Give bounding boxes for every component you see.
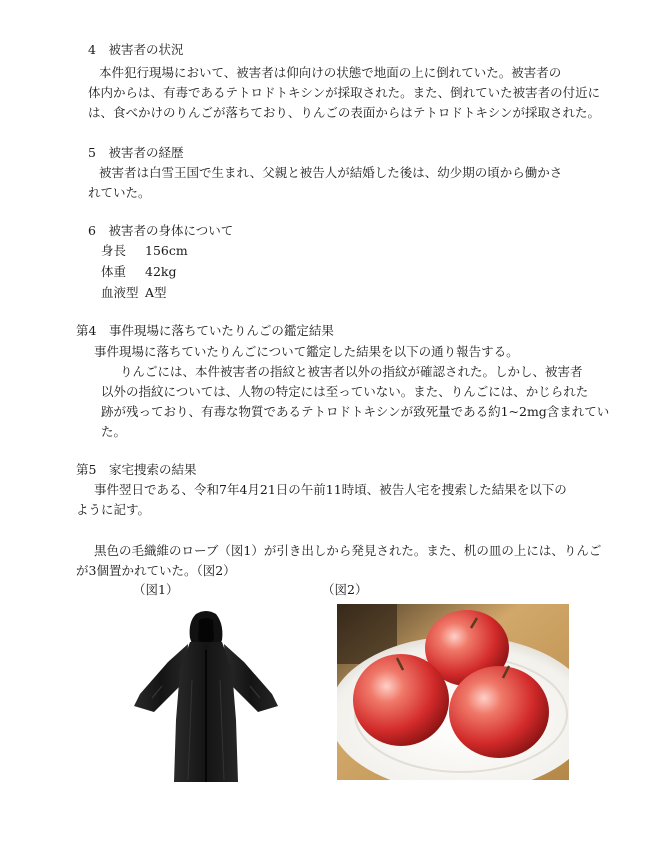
section-4-heading: 4 被害者の状況 bbox=[88, 42, 184, 57]
section-4-line: は、食べかけのりんごが落ちており、りんごの表面からはテトロドトキシンが採取された。 bbox=[88, 105, 600, 120]
height-label: 身長 bbox=[101, 243, 127, 258]
part-4-line: りんごには、本件被害者の指紋と被害者以外の指紋が確認された。しかし、被害者 bbox=[120, 364, 583, 379]
weight-row bbox=[101, 262, 176, 282]
section-5-heading: 5 被害者の経歴 bbox=[88, 145, 184, 160]
part-5-line: ように記す。 bbox=[76, 502, 151, 517]
section-5-line: 被害者は白雪王国で生まれ、父親と被告人が結婚した後は、幼少期の頃から働かさ bbox=[99, 165, 563, 180]
weight-label: 体重 bbox=[101, 264, 127, 279]
blood-type-row bbox=[101, 283, 167, 303]
part-5-heading: 第5 家宅捜索の結果 bbox=[76, 462, 197, 477]
section-4-line: 本件犯行現場において、被害者は仰向けの状態で地面の上に倒れていた。被害者の bbox=[99, 65, 562, 80]
figure-1-caption: （図1） bbox=[133, 582, 179, 597]
section-4-line: 体内からは、有毒であるテトロドトキシンが採取された。また、倒れていた被害者の付近に bbox=[88, 85, 601, 100]
blood-type-label: 血液型 bbox=[101, 285, 139, 300]
section-6-heading: 6 被害者の身体について bbox=[88, 223, 234, 238]
apples-on-plate-image bbox=[337, 604, 569, 780]
part-5-paragraph-line: が3個置かれていた。（図2） bbox=[76, 563, 236, 578]
height-row bbox=[101, 241, 188, 261]
part-5-line: 事件翌日である、令和7年4月21日の午前11時頃、被告人宅を捜索した結果を以下の bbox=[94, 482, 567, 497]
blood-type-value: A型 bbox=[145, 285, 167, 300]
part-4-line: た。 bbox=[101, 424, 127, 439]
height-value: 156cm bbox=[145, 243, 188, 258]
part-4-line: 事件現場に落ちていたりんごについて鑑定した結果を以下の通り報告する。 bbox=[94, 344, 519, 359]
part-4-line: 跡が残っており、有毒な物質であるテトロドトキシンが致死量である約1~2mg含まれてい bbox=[101, 404, 610, 419]
part-4-line: 以外の指紋については、人物の特定には至っていない。また、りんごには、かじられた bbox=[101, 384, 589, 399]
part-5-paragraph-line: 黒色の毛織維のローブ（図1）が引き出しから発見された。また、机の皿の上には、りんご bbox=[94, 543, 602, 558]
figure-2-caption: （図2） bbox=[322, 582, 368, 597]
weight-value: 42kg bbox=[145, 264, 177, 279]
part-4-heading: 第4 事件現場に落ちていたりんごの鑑定結果 bbox=[76, 323, 334, 338]
black-robe-image bbox=[132, 610, 280, 786]
section-5-line: れていた。 bbox=[88, 185, 151, 200]
